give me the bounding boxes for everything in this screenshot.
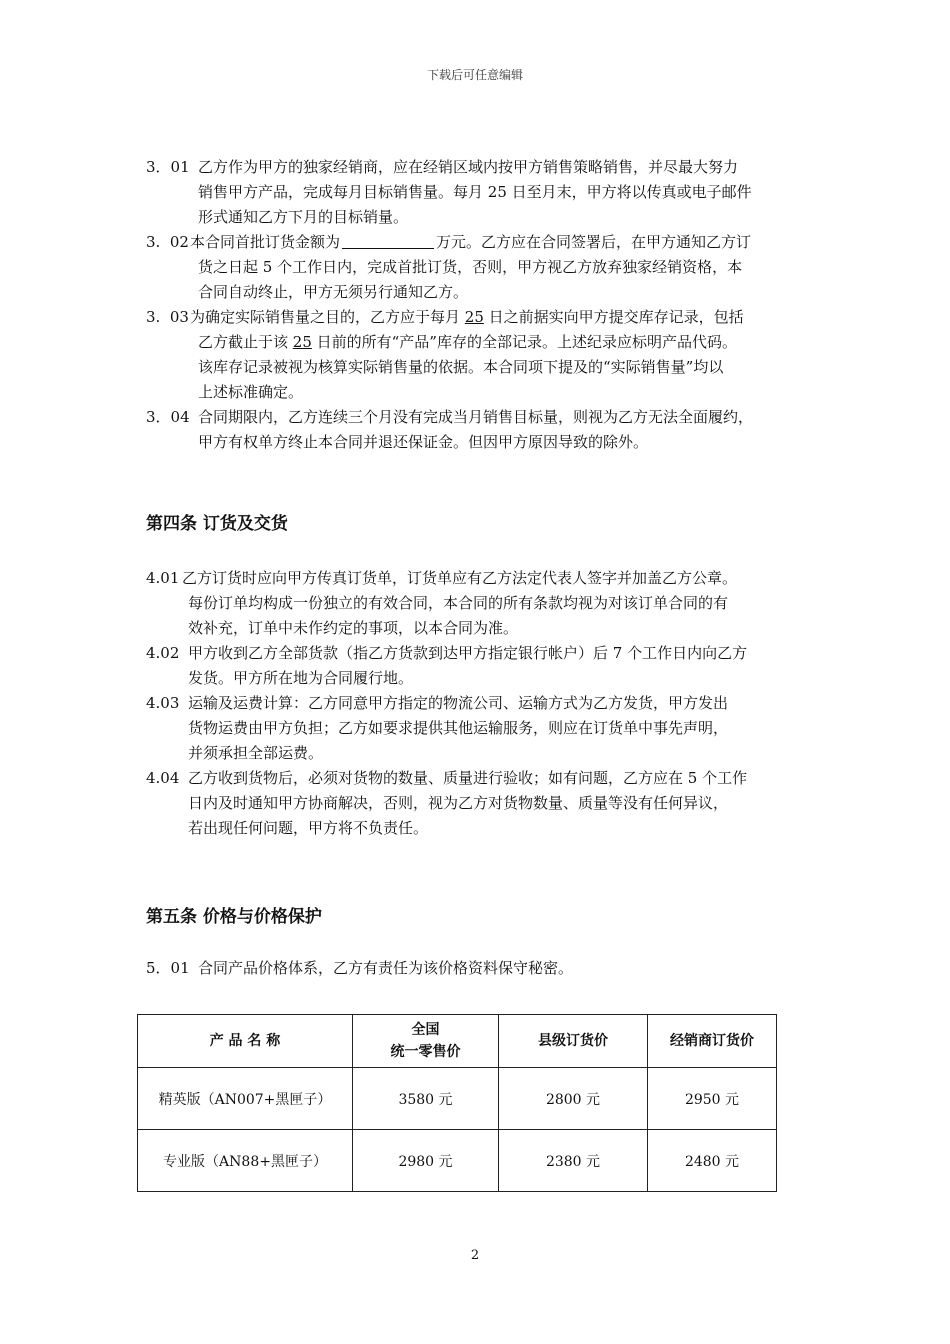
clause-4-01 — [146, 566, 818, 641]
clause-line: 日内及时通知甲方协商解决，否则，视为乙方对货物数量、质量等没有任何异议， — [188, 794, 729, 812]
table-row — [138, 1130, 777, 1192]
clause-3-01 — [146, 155, 818, 230]
clause-number: 3. 03 — [146, 308, 189, 326]
clause-line: 万元。乙方应在合同签署后，在甲方通知乙方订 — [436, 233, 752, 251]
cell-dealer: 2950 元 — [648, 1068, 777, 1130]
cell-county: 2380 元 — [499, 1130, 648, 1192]
clause-line: 日之前据实向甲方提交库存记录，包括 — [483, 308, 744, 326]
clause-4-02 — [146, 641, 818, 691]
clause-line: 每份订单均构成一份独立的有效合同，本合同的所有条款均视为对该订单合同的有 — [188, 594, 729, 612]
clause-line: 本合同首批订货金额为 — [190, 233, 341, 251]
clause-3-02 — [146, 230, 818, 305]
table-row — [138, 1068, 777, 1130]
clause-line: 货之日起 5 个工作日内，完成首批订货，否则，甲方视乙方放弃独家经销资格，本 — [198, 258, 743, 276]
cell-retail: 3580 元 — [353, 1068, 499, 1130]
underlined-day: 25 — [292, 333, 312, 351]
clause-line: 甲方收到乙方全部货款（指乙方货款到达甲方指定银行帐户）后 7 个工作日内向乙方 — [188, 644, 748, 662]
clause-3-04 — [146, 405, 818, 455]
clause-number: 3. 02 — [146, 233, 189, 251]
clause-number: 4.02 — [146, 644, 180, 662]
clause-number: 4.01 — [146, 569, 180, 587]
header-retail-line2: 统一零售价 — [390, 1044, 461, 1060]
clause-line: 为确定实际销售量之目的，乙方应于每月 — [190, 308, 465, 326]
clause-number: 5．01 — [146, 959, 190, 977]
clause-5-01 — [146, 956, 818, 981]
clause-4-04 — [146, 766, 818, 841]
clause-number: 3．04 — [146, 408, 190, 426]
clause-line: 并须承担全部运费。 — [188, 744, 324, 762]
section-4-title: 第四条 订货及交货 — [146, 514, 288, 534]
header-retail-price — [353, 1015, 499, 1068]
amount-blank — [342, 232, 434, 249]
table-header-row — [138, 1015, 777, 1068]
clause-number: 4.04 — [146, 769, 180, 787]
clause-line: 乙方作为甲方的独家经销商，应在经销区域内按甲方销售策略销售，并尽最大努力 — [198, 158, 739, 176]
clause-number: 3．01 — [146, 158, 190, 176]
clause-number: 4.03 — [146, 694, 180, 712]
clause-4-03 — [146, 691, 818, 766]
header-product-name: 产 品 名 称 — [138, 1015, 353, 1068]
clause-line: 该库存记录被视为核算实际销售量的依据。本合同项下提及的“实际销售量”均以 — [198, 358, 724, 376]
clause-line: 合同产品价格体系，乙方有责任为该价格资料保守秘密。 — [198, 959, 574, 977]
clause-3-03 — [146, 305, 818, 405]
section-5-title: 第五条 价格与价格保护 — [146, 907, 322, 927]
clause-line: 合同期限内，乙方连续三个月没有完成当月销售目标量，则视为乙方无法全面履约， — [198, 408, 754, 426]
underlined-day: 25 — [464, 308, 484, 326]
cell-county: 2800 元 — [499, 1068, 648, 1130]
clause-line: 销售甲方产品，完成每月目标销售量。每月 25 日至月末，甲方将以传真或电子邮件 — [198, 183, 752, 201]
header-dealer-price: 经销商订货价 — [648, 1015, 777, 1068]
price-table — [137, 1014, 777, 1192]
clause-line: 发货。甲方所在地为合同履行地。 — [188, 669, 414, 687]
clause-line: 日前的所有“产品”库存的全部记录。上述纪录应标明产品代码。 — [311, 333, 737, 351]
clause-line: 上述标准确定。 — [198, 383, 304, 401]
header-county-price: 县级订货价 — [499, 1015, 648, 1068]
clause-line: 合同自动终止，甲方无须另行通知乙方。 — [198, 283, 469, 301]
cell-product: 精英版（AN007+黑匣子） — [138, 1068, 353, 1130]
clause-line: 甲方有权单方终止本合同并退还保证金。但因甲方原因导致的除外。 — [198, 433, 649, 451]
page-number: 2 — [470, 1248, 480, 1263]
page-header-note: 下载后可任意编辑 — [426, 68, 523, 82]
clause-line: 形式通知乙方下月的目标销量。 — [198, 208, 409, 226]
cell-dealer: 2480 元 — [648, 1130, 777, 1192]
cell-product: 专业版（AN88+黑匣子） — [138, 1130, 353, 1192]
clause-line: 效补充，订单中未作约定的事项，以本合同为准。 — [188, 619, 519, 637]
clause-line: 运输及运费计算：乙方同意甲方指定的物流公司、运输方式为乙方发货，甲方发出 — [188, 694, 729, 712]
clause-line: 若出现任何问题，甲方将不负责任。 — [188, 819, 429, 837]
clause-line: 乙方订货时应向甲方传真订货单，订货单应有乙方法定代表人签字并加盖乙方公章。 — [182, 569, 738, 587]
clause-line: 货物运费由甲方负担；乙方如要求提供其他运输服务，则应在订货单中事先声明， — [188, 719, 729, 737]
clause-line: 乙方截止于该 — [198, 333, 293, 351]
header-retail-line1: 全国 — [411, 1022, 440, 1038]
cell-retail: 2980 元 — [353, 1130, 499, 1192]
clause-line: 乙方收到货物后，必须对货物的数量、质量进行验收；如有问题，乙方应在 5 个工作 — [188, 769, 748, 787]
